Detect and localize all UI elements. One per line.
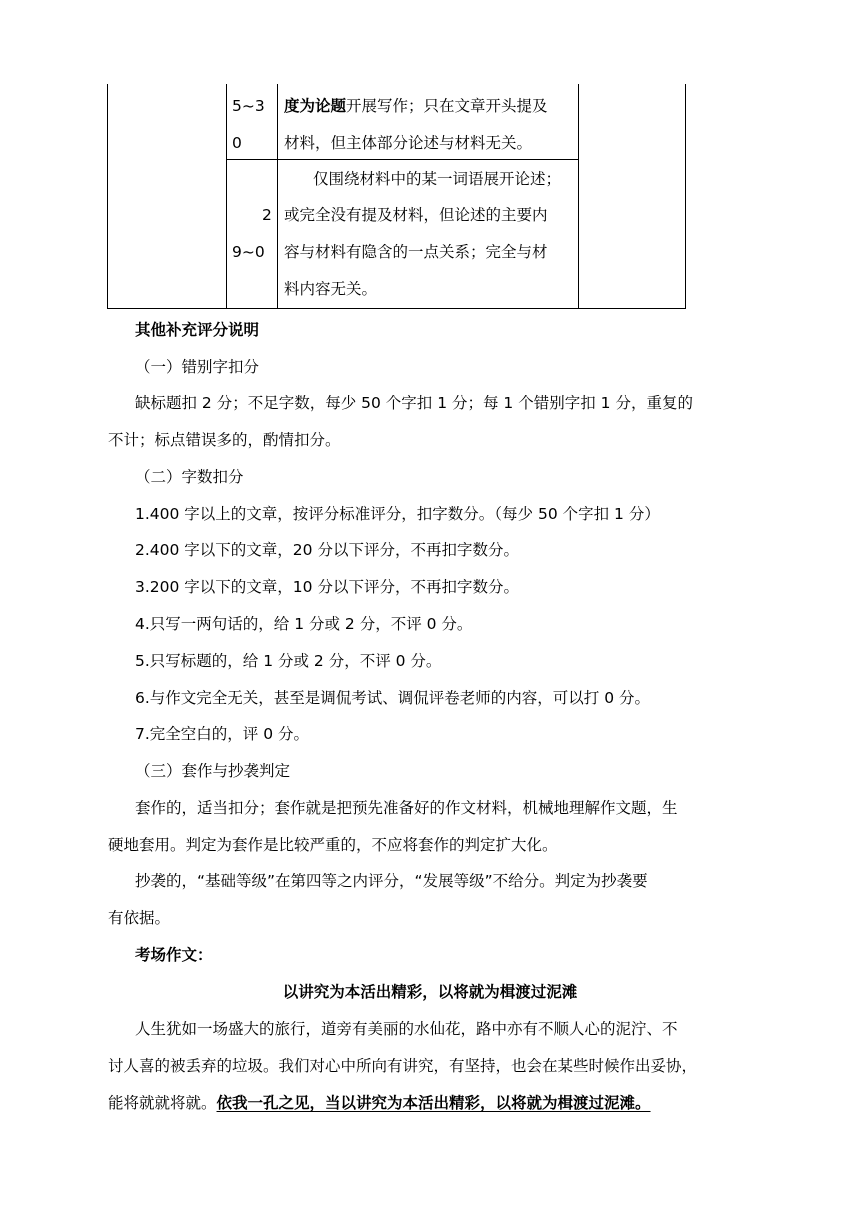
table-divider [226, 84, 227, 309]
list-item: 2.400 字以下的文章，20 分以下评分，不再扣字数分。 [135, 541, 519, 559]
paragraph-line: 硬地套用。判定为套作是比较严重的，不应将套作的判定扩大化。 [108, 836, 558, 854]
list-item: 4.只写一两句话的，给 1 分或 2 分，不评 0 分。 [135, 615, 473, 633]
criteria-text: 或完全没有提及材料，但论述的主要内 [284, 206, 548, 224]
criteria-text: 容与材料有隐含的一点关系；完全与材 [284, 243, 548, 261]
list-item: 7.完全空白的，评 0 分。 [135, 725, 310, 743]
subsection-title: （一）错别字扣分 [135, 358, 260, 376]
subsection-title: （三）套作与抄袭判定 [135, 762, 291, 780]
scoring-table [107, 84, 686, 309]
table-border-bottom [107, 308, 686, 309]
list-item: 6.与作文完全无关，甚至是调侃考试、调侃评卷老师的内容，可以打 0 分。 [135, 689, 651, 707]
list-item: 3.200 字以下的文章，10 分以下评分，不再扣字数分。 [135, 578, 519, 596]
list-item: 1.400 字以上的文章，按评分标准评分，扣字数分。（每少 50 个字扣 1 分） [135, 505, 660, 523]
table-border-left [107, 84, 108, 309]
criteria-text: 仅围绕材料中的某一词语展开论述； [313, 170, 562, 188]
score-range: 2 [262, 206, 272, 224]
score-range: 0 [232, 134, 242, 152]
paragraph-line: 缺标题扣 2 分；不足字数，每少 50 个字扣 1 分；每 1 个错别字扣 1 分，重复的 [135, 394, 693, 412]
table-border-right [685, 84, 686, 309]
essay-label: 考场作文： [135, 946, 213, 964]
subsection-title: （二）字数扣分 [135, 468, 244, 486]
paragraph-line: 不计；标点错误多的，酌情扣分。 [108, 431, 341, 449]
paragraph-line: 能将就就将就。依我一孔之见，当以讲究为本活出精彩，以将就为楫渡过泥滩。 [108, 1094, 651, 1112]
essay-title: 以讲究为本活出精彩，以将就为楫渡过泥滩 [282, 983, 578, 1001]
score-range: 5~3 [232, 97, 265, 115]
list-item: 5.只写标题的，给 1 分或 2 分，不评 0 分。 [135, 652, 442, 670]
table-divider [578, 84, 579, 309]
table-divider [277, 84, 278, 309]
section-heading: 其他补充评分说明 [135, 321, 260, 339]
thesis-statement: 依我一孔之见，当以讲究为本活出精彩，以将就为楫渡过泥滩。 [216, 1094, 651, 1112]
criteria-text: 材料，但主体部分论述与材料无关。 [284, 134, 533, 152]
paragraph-line: 套作的，适当扣分；套作就是把预先准备好的作文材料，机械地理解作文题，生 [135, 799, 678, 817]
score-range: 9~0 [232, 243, 265, 261]
criteria-text: 料内容无关。 [284, 280, 378, 298]
paragraph-line: 有依据。 [108, 909, 171, 927]
paragraph-line: 人生犹如一场盛大的旅行，道旁有美丽的水仙花，路中亦有不顺人心的泥泞、不 [135, 1020, 678, 1038]
criteria-text: 度为论题开展写作；只在文章开头提及 [284, 97, 548, 115]
paragraph-line: 抄袭的，“基础等级”在第四等之内评分，“发展等级”不给分。判定为抄袭要 [135, 872, 648, 890]
paragraph-line: 讨人喜的被丢弃的垃圾。我们对心中所向有讲究，有坚持，也会在某些时候作出妥协， [108, 1057, 698, 1075]
